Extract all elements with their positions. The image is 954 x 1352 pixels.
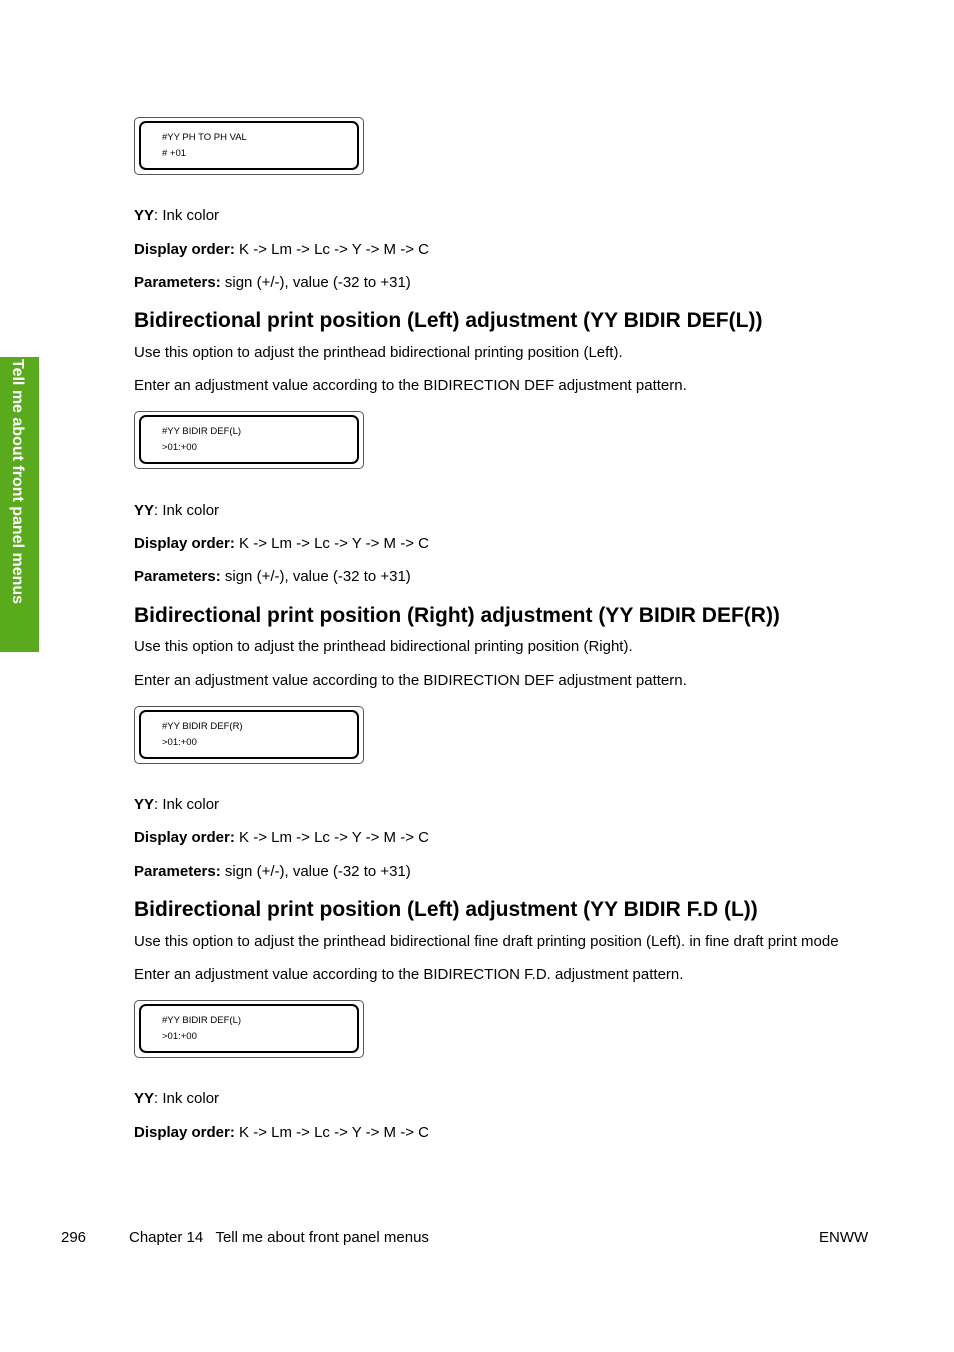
section-heading: Bidirectional print position (Right) adjustment (YY BIDIR DEF(R)) [134,604,780,627]
side-chapter-tab [0,357,39,652]
parameters-line: Parameters: sign (+/-), value (-32 to +31) [134,863,411,880]
section-paragraph: Use this option to adjust the printhead bidirectional printing position (Right). [134,638,633,655]
display-order-line: Display order: K -> Lm -> Lc -> Y -> M -> C [134,241,429,258]
ink-color-line: YY: Ink color [134,1090,220,1107]
display-line-1: #YY BIDIR DEF(L) [162,1015,242,1026]
ink-color-line: YY: Ink color [134,502,220,519]
display-order-line: Display order: K -> Lm -> Lc -> Y -> M -> C [134,1124,429,1141]
display-line-2: >01:+00 [162,737,197,748]
parameters-line: Parameters: sign (+/-), value (-32 to +31) [134,274,411,291]
section-paragraph: Enter an adjustment value according to the BIDIRECTION DEF adjustment pattern. [134,672,687,689]
panel-display [134,411,364,469]
side-tab-label: Tell me about front panel menus [9,359,26,605]
ink-color-line: YY: Ink color [134,796,220,813]
footer-code: ENWW [819,1229,869,1246]
display-line-2: # +01 [162,148,187,159]
panel-display [134,706,364,764]
section-paragraph: Enter an adjustment value according to the BIDIRECTION F.D. adjustment pattern. [134,966,684,983]
display-line-1: #YY PH TO PH VAL [162,132,247,143]
ink-color-line: YY: Ink color [134,207,220,224]
parameters-line: Parameters: sign (+/-), value (-32 to +31) [134,568,411,585]
section-paragraph: Use this option to adjust the printhead bidirectional fine draft printing position (Left). in fine draft print mode [134,933,839,950]
display-order-line: Display order: K -> Lm -> Lc -> Y -> M -> C [134,829,429,846]
footer-chapter: Chapter 14 Tell me about front panel menus [129,1229,429,1246]
section-heading: Bidirectional print position (Left) adjustment (YY BIDIR F.D (L)) [134,898,758,921]
display-line-1: #YY BIDIR DEF(R) [162,721,243,732]
section-paragraph: Enter an adjustment value according to the BIDIRECTION DEF adjustment pattern. [134,377,687,394]
section-paragraph: Use this option to adjust the printhead bidirectional printing position (Left). [134,344,623,361]
panel-display [134,1000,364,1058]
display-order-line: Display order: K -> Lm -> Lc -> Y -> M -> C [134,535,429,552]
page-number: 296 [61,1229,87,1246]
display-line-1: #YY BIDIR DEF(L) [162,426,242,437]
section-heading: Bidirectional print position (Left) adjustment (YY BIDIR DEF(L)) [134,309,763,332]
display-line-2: >01:+00 [162,442,197,453]
display-line-2: >01:+00 [162,1031,197,1042]
panel-display [134,117,364,175]
